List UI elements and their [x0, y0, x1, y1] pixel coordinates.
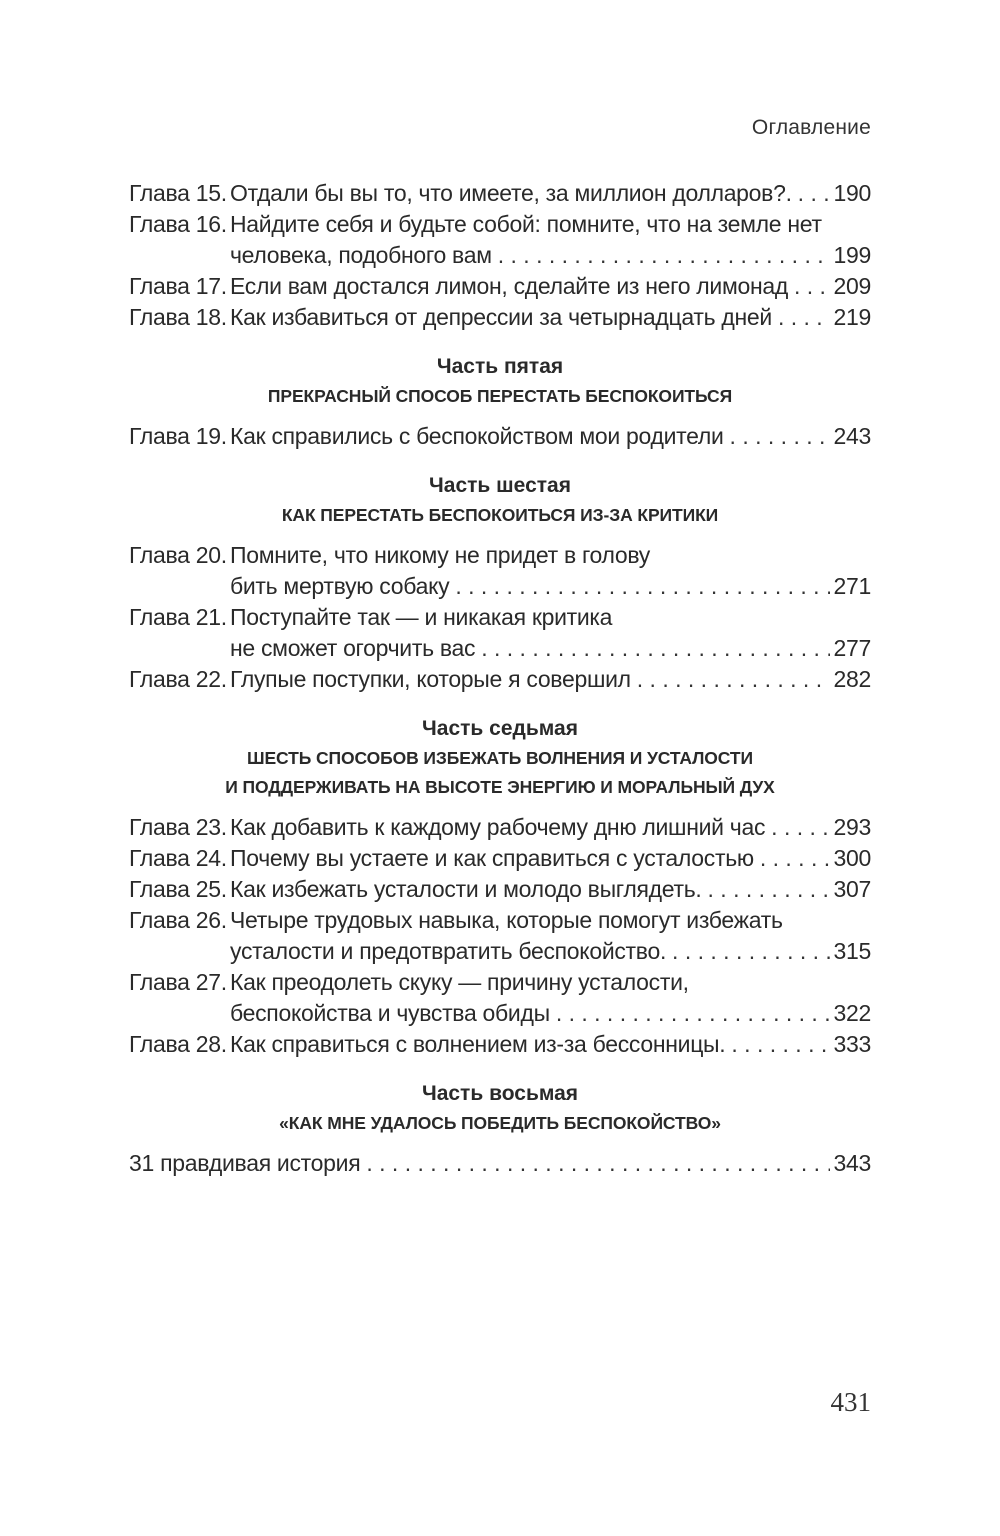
chapter-number: Глава 27.: [129, 969, 227, 995]
toc-entry: [129, 874, 871, 905]
toc-entry: [129, 967, 871, 1029]
part-title: «КАК МНЕ УДАЛОСЬ ПОБЕДИТЬ БЕСПОКОЙСТВО»: [279, 1113, 721, 1133]
table-of-contents: [129, 178, 871, 1179]
part-name: Часть пятая: [436, 355, 564, 378]
entry-title-line: [230, 664, 871, 695]
entry-title-line: [230, 936, 871, 967]
entry-title-line: [230, 540, 871, 571]
entry-body: [230, 602, 871, 664]
entry-title: Как избежать усталости и молодо выглядеть.: [230, 876, 702, 902]
entry-title-line: [230, 633, 871, 664]
entry-page-number: 333: [833, 1031, 871, 1057]
chapter-number: Глава 22.: [129, 666, 227, 692]
dot-leader: [778, 302, 830, 333]
entry-page-number: 219: [833, 304, 871, 330]
chapter-number: Глава 28.: [129, 1031, 227, 1057]
dot-leader: [498, 240, 830, 271]
entry-page-number: 322: [833, 1000, 871, 1026]
toc-entry: [129, 602, 871, 664]
toc-entry: [129, 843, 871, 874]
entry-title-line: [230, 421, 871, 452]
toc-entry: [129, 664, 871, 695]
entry-page-number: 315: [833, 938, 871, 964]
entry-page-number: 307: [833, 876, 871, 902]
chapter-number: Глава 25.: [129, 876, 227, 902]
entry-title-line: [230, 1029, 871, 1060]
toc-entry: [129, 209, 871, 271]
toc-entry: [129, 421, 871, 452]
entry-body: [230, 967, 871, 1029]
dot-leader: [481, 633, 829, 664]
dot-leader: [637, 664, 830, 695]
entry-title-line: [230, 302, 871, 333]
dot-leader: [366, 1148, 829, 1179]
toc-entry: [129, 271, 871, 302]
entry-title: бить мертвую собаку: [230, 573, 450, 599]
running-header: Оглавление: [751, 116, 871, 139]
entry-title: Отдали бы вы то, что имеете, за миллион долларов?.: [230, 180, 792, 206]
entry-title: Глупые поступки, которые я совершил: [230, 666, 631, 692]
dot-leader: [798, 178, 830, 209]
dot-leader: [556, 998, 830, 1029]
entry-title-line: [230, 571, 871, 602]
entry-title-line: [230, 874, 871, 905]
entry-body: [230, 664, 871, 695]
toc-entry: [129, 1148, 871, 1179]
chapter-number: Глава 17.: [129, 273, 227, 299]
chapter-number: Глава 19.: [129, 423, 227, 449]
toc-entry: [129, 905, 871, 967]
entry-page-number: 243: [833, 423, 871, 449]
part-name: Часть седьмая: [422, 717, 578, 740]
entry-body: [230, 905, 871, 967]
entry-title: Поступайте так — и никакая критика: [230, 604, 613, 630]
entry-title-line: [129, 1148, 871, 1179]
entry-title: Как преодолеть скуку — причину усталости,: [230, 969, 689, 995]
chapter-number: Глава 26.: [129, 907, 227, 933]
entry-title-line: [230, 843, 871, 874]
part-name: Часть шестая: [429, 474, 571, 497]
dot-leader: [731, 1029, 829, 1060]
entry-title: не сможет огорчить вас: [230, 635, 476, 661]
entry-title: Найдите себя и будьте собой: помните, что на земле нет: [230, 211, 822, 237]
toc-entry: [129, 1029, 871, 1060]
dot-leader: [708, 874, 830, 905]
chapter-number: Глава 15.: [129, 180, 227, 206]
entry-body: [230, 874, 871, 905]
dot-leader: [760, 843, 830, 874]
entry-title: Если вам достался лимон, сделайте из него лимонад: [230, 273, 788, 299]
entry-title-line: [230, 602, 871, 633]
entry-body: [230, 812, 871, 843]
toc-entry: [129, 302, 871, 333]
entry-title: Как добавить к каждому рабочему дню лишний час: [230, 814, 766, 840]
part-title: ШЕСТЬ СПОСОБОВ ИЗБЕЖАТЬ ВОЛНЕНИЯ И УСТАЛОСТИ: [247, 748, 753, 768]
page-number: 431: [830, 1387, 871, 1417]
chapter-number: Глава 24.: [129, 845, 227, 871]
part-heading: [129, 1078, 871, 1138]
entry-title: беспокойства и чувства обиды: [230, 1000, 550, 1026]
chapter-number: Глава 16.: [129, 211, 227, 237]
entry-page-number: 190: [833, 180, 871, 206]
entry-title: 31 правдивая история: [129, 1150, 361, 1176]
entry-page-number: 293: [833, 814, 871, 840]
part-heading: [129, 713, 871, 802]
dot-leader: [771, 812, 829, 843]
part-title: КАК ПЕРЕСТАТЬ БЕСПОКОИТЬСЯ ИЗ-ЗА КРИТИКИ: [281, 505, 719, 525]
entry-body: [230, 843, 871, 874]
entry-body: [230, 271, 871, 302]
entry-title: Четыре трудовых навыка, которые помогут избежать: [230, 907, 783, 933]
entry-title: усталости и предотвратить беспокойство.: [230, 938, 667, 964]
part-title: И ПОДДЕРЖИВАТЬ НА ВЫСОТЕ ЭНЕРГИЮ И МОРАЛЬНЫЙ ДУХ: [225, 777, 775, 797]
part-heading: [129, 351, 871, 411]
dot-leader: [794, 271, 830, 302]
entry-title: Помните, что никому не придет в голову: [230, 542, 651, 568]
part-name: Часть восьмая: [421, 1082, 579, 1105]
entry-page-number: 282: [833, 666, 871, 692]
entry-title-line: [230, 905, 871, 936]
entry-body: [230, 1029, 871, 1060]
entry-body: [230, 421, 871, 452]
entry-title-line: [230, 998, 871, 1029]
entry-page-number: 343: [833, 1150, 871, 1176]
chapter-number: Глава 20.: [129, 542, 227, 568]
entry-page-number: 300: [833, 845, 871, 871]
entry-body: [230, 302, 871, 333]
toc-entry: [129, 540, 871, 602]
entry-page-number: 199: [833, 242, 871, 268]
entry-title-line: [230, 967, 871, 998]
toc-entry: [129, 812, 871, 843]
dot-leader: [672, 936, 829, 967]
entry-body: [230, 540, 871, 602]
toc-entry: [129, 178, 871, 209]
entry-title-line: [230, 812, 871, 843]
part-heading: [129, 470, 871, 530]
entry-title: Почему вы устаете и как справиться с усталостью: [230, 845, 754, 871]
entry-body: [129, 1148, 871, 1179]
entry-title-line: [230, 209, 871, 240]
entry-title-line: [230, 271, 871, 302]
entry-title: человека, подобного вам: [230, 242, 492, 268]
chapter-number: Глава 21.: [129, 604, 227, 630]
entry-title: Как справились с беспокойством мои родители: [230, 423, 724, 449]
chapter-number: Глава 23.: [129, 814, 227, 840]
entry-page-number: 209: [833, 273, 871, 299]
entry-body: [230, 178, 871, 209]
dot-leader: [455, 571, 829, 602]
entry-page-number: 277: [833, 635, 871, 661]
part-title: ПРЕКРАСНЫЙ СПОСОБ ПЕРЕСТАТЬ БЕСПОКОИТЬСЯ: [267, 386, 733, 406]
entry-body: [230, 209, 871, 271]
entry-title-line: [230, 240, 871, 271]
entry-title: Как избавиться от депрессии за четырнадцать дней: [230, 304, 772, 330]
dot-leader: [730, 421, 830, 452]
entry-page-number: 271: [833, 573, 871, 599]
chapter-number: Глава 18.: [129, 304, 227, 330]
entry-title-line: [230, 178, 871, 209]
entry-title: Как справиться с волнением из-за бессонницы.: [230, 1031, 726, 1057]
